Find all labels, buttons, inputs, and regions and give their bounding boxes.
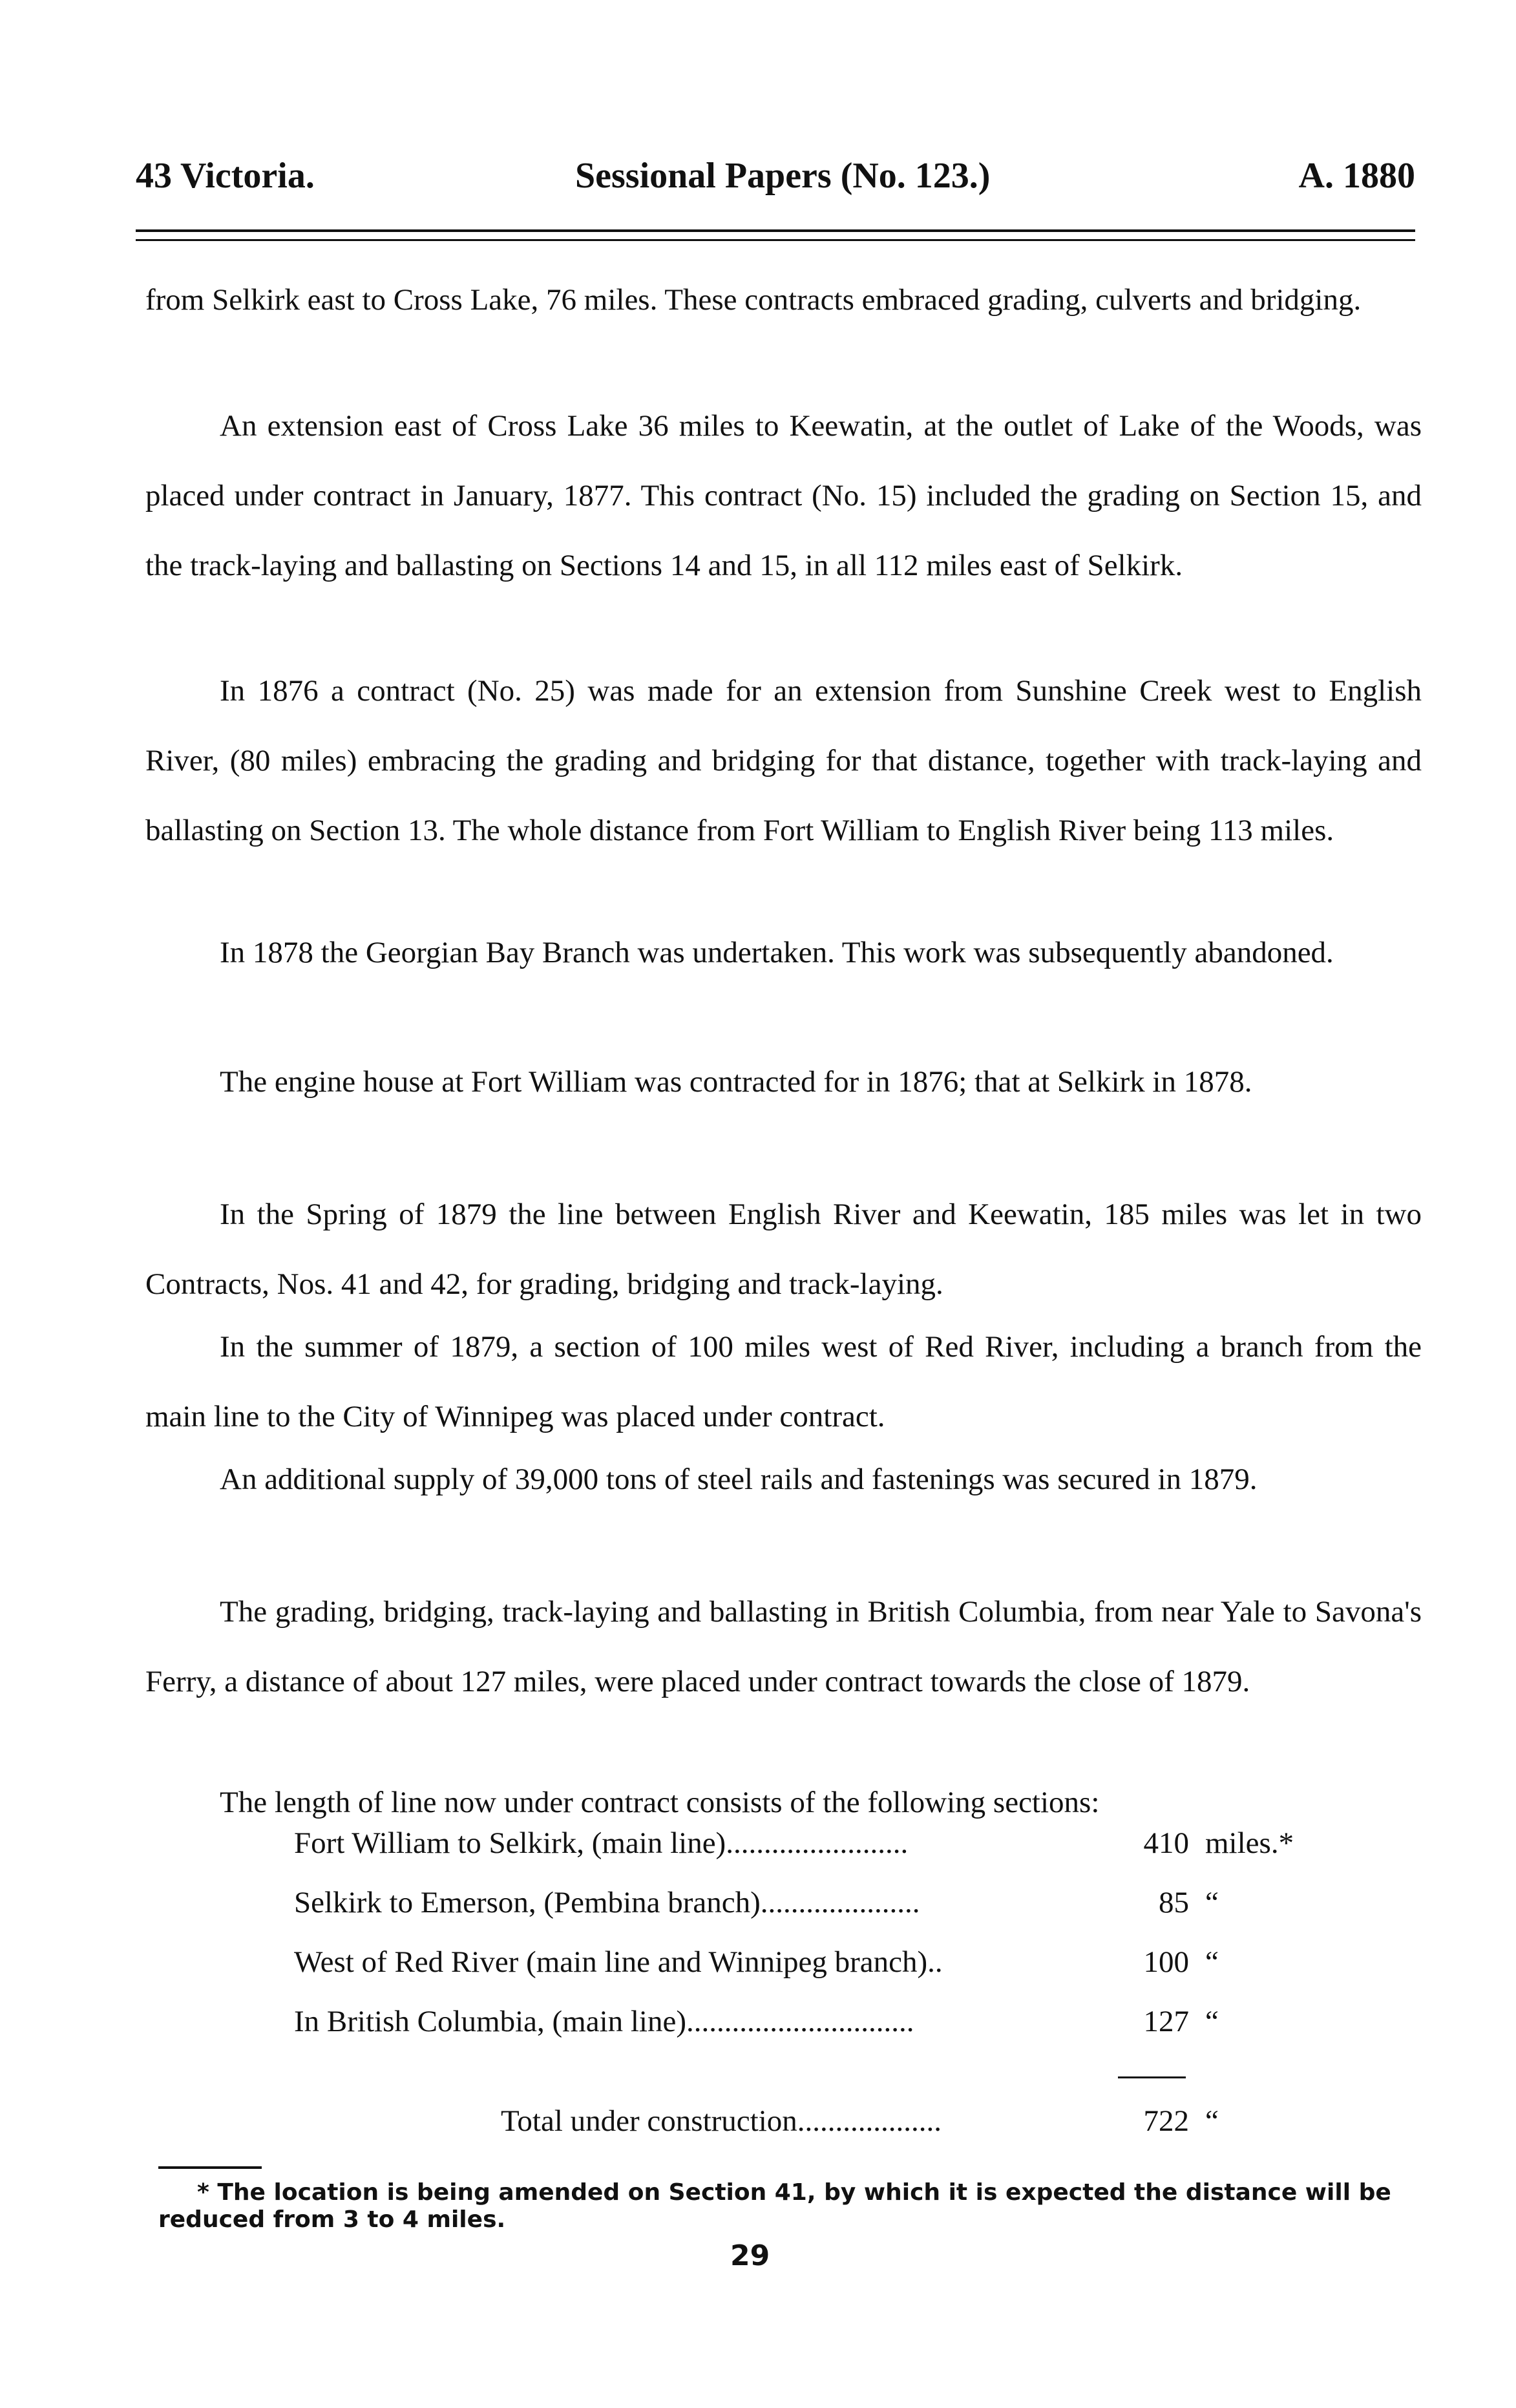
row-unit: miles.* [1205, 1826, 1294, 1860]
table-row [288, 1826, 1296, 1885]
paragraph-9: The grading, bridging, track-laying and ballasting in British Columbia, from near Yale to Savona's Ferry, a distance of about 127 miles, were placed under contract towards the close of 1879. [145, 1595, 1422, 1698]
header-rule-double [136, 239, 1415, 241]
row-value: 85 [1159, 1886, 1189, 1919]
table-row [288, 1885, 1296, 1945]
row-value: 127 [1143, 2005, 1189, 2038]
sections-table [288, 1826, 1296, 2064]
running-header [129, 155, 1415, 207]
row-unit: “ [1205, 2005, 1219, 2038]
row-unit: “ [1205, 1886, 1219, 1919]
footnote-rule [158, 2166, 262, 2169]
row-label: Selkirk to Emerson, (Pembina branch)..................... [294, 1886, 920, 1919]
row-unit: “ [1205, 1945, 1219, 1979]
table-total-row [288, 2104, 1296, 2155]
page-number: 29 [730, 2239, 770, 2272]
paragraph-3: In 1876 a contract (No. 25) was made for an extension from Sunshine Creek west to English River, (80 miles) embracing the grading and bridging for that distance, together with track-laying and ballasting on Section 13. The whole distance from Fort William to English River being 113 miles. [145, 674, 1422, 847]
table-row [288, 2004, 1296, 2064]
row-label: In British Columbia, (main line).............................. [294, 2005, 914, 2038]
row-value: 410 [1143, 1826, 1189, 1860]
total-rule [1118, 2076, 1186, 2078]
header-rule [136, 229, 1415, 232]
paragraph-7: In the summer of 1879, a section of 100 miles west of Red River, including a branch from the main line to the City of Winnipeg was placed under contract. [145, 1330, 1422, 1433]
paragraph-1: from Selkirk east to Cross Lake, 76 miles. These contracts embraced grading, culverts and bridging. [145, 283, 1362, 317]
paragraph-2: An extension east of Cross Lake 36 miles to Keewatin, at the outlet of Lake of the Woods, was placed under contract in January, 1877. This contract (No. 15) included the grading on Section 15, and the track-laying and ballasting on Sections 14 and 15, in all 112 miles east of Selkirk. [145, 409, 1422, 582]
total-value: 722 [1143, 2104, 1189, 2138]
row-label: Fort William to Selkirk, (main line)........................ [294, 1826, 909, 1860]
paragraph-5: The engine house at Fort William was contracted for in 1876; that at Selkirk in 1878. [220, 1065, 1252, 1099]
row-value: 100 [1143, 1945, 1189, 1979]
paragraph-4: In 1878 the Georgian Bay Branch was undertaken. This work was subsequently abandoned. [220, 936, 1334, 969]
total-label: Total under construction................... [501, 2104, 942, 2138]
footnote: * The location is being amended on Section 41, by which it is expected the distance will be reduced from 3 to 4 miles. [158, 2179, 1391, 2233]
total-unit: “ [1205, 2104, 1219, 2138]
paragraph-10: The length of line now under contract consists of the following sections: [220, 1786, 1100, 1819]
header-title: Sessional Papers (No. 123.) [575, 156, 991, 196]
paragraph-6: In the Spring of 1879 the line between English River and Keewatin, 185 miles was let in two Contracts, Nos. 41 and 42, for grading, bridging and track-laying. [145, 1198, 1422, 1301]
row-label: West of Red River (main line and Winnipeg branch).. [294, 1945, 943, 1979]
header-year: A. 1880 [1298, 156, 1415, 196]
header-volume: 43 Victoria. [136, 156, 315, 196]
paragraph-8: An additional supply of 39,000 tons of steel rails and fastenings was secured in 1879. [220, 1463, 1258, 1496]
table-row [288, 1945, 1296, 2004]
